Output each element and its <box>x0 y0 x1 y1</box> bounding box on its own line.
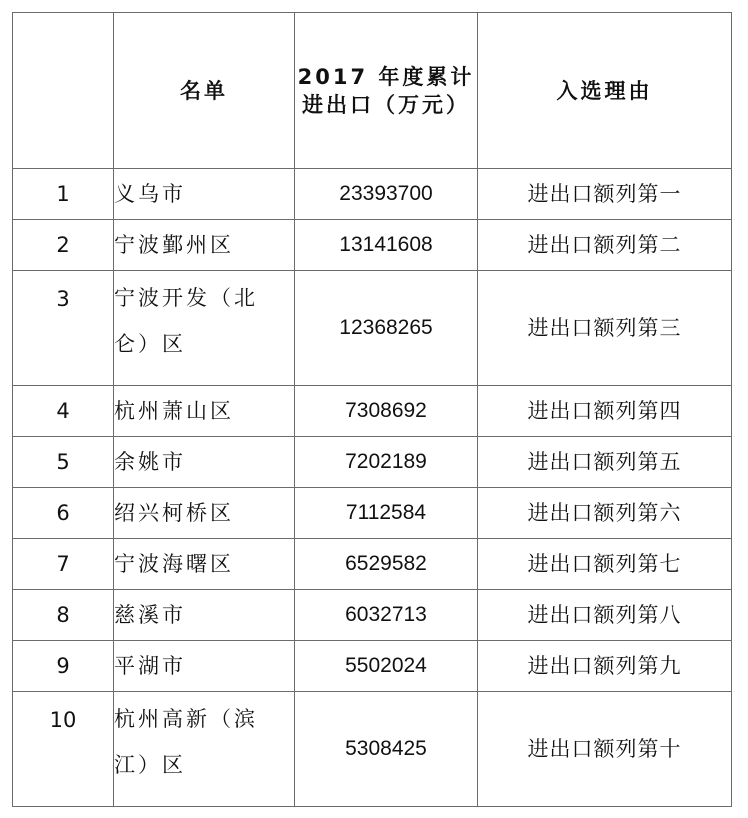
header-rank <box>13 13 114 169</box>
header-value: 2017 年度累计进出口（万元） <box>295 13 478 169</box>
name-cell: 慈溪市 <box>114 590 295 641</box>
reason-cell: 进出口额列第六 <box>478 488 732 539</box>
reason-cell: 进出口额列第九 <box>478 641 732 692</box>
ranking-table <box>12 12 732 807</box>
value-cell: 13141608 <box>295 220 478 271</box>
header-name: 名单 <box>114 13 295 169</box>
table-row <box>13 539 732 590</box>
name-cell: 杭州萧山区 <box>114 386 295 437</box>
reason-cell: 进出口额列第三 <box>478 271 732 386</box>
rank-cell: 6 <box>13 488 114 539</box>
table-row <box>13 437 732 488</box>
rank-cell: 8 <box>13 590 114 641</box>
table-row <box>13 692 732 807</box>
table-row <box>13 271 732 386</box>
reason-cell: 进出口额列第二 <box>478 220 732 271</box>
value-cell: 23393700 <box>295 169 478 220</box>
table-row <box>13 641 732 692</box>
name-cell: 平湖市 <box>114 641 295 692</box>
header-reason: 入选理由 <box>478 13 732 169</box>
reason-cell: 进出口额列第五 <box>478 437 732 488</box>
table-row <box>13 488 732 539</box>
value-cell: 6032713 <box>295 590 478 641</box>
reason-cell: 进出口额列第七 <box>478 539 732 590</box>
rank-cell: 10 <box>13 692 114 807</box>
value-cell: 12368265 <box>295 271 478 386</box>
value-cell: 7308692 <box>295 386 478 437</box>
value-cell: 7112584 <box>295 488 478 539</box>
name-cell: 义乌市 <box>114 169 295 220</box>
reason-cell: 进出口额列第一 <box>478 169 732 220</box>
name-cell: 杭州高新（滨江）区 <box>114 692 295 807</box>
value-cell: 6529582 <box>295 539 478 590</box>
rank-cell: 3 <box>13 271 114 386</box>
value-cell: 5502024 <box>295 641 478 692</box>
name-cell: 宁波开发（北仑）区 <box>114 271 295 386</box>
value-cell: 7202189 <box>295 437 478 488</box>
rank-cell: 5 <box>13 437 114 488</box>
rank-cell: 4 <box>13 386 114 437</box>
table-row <box>13 220 732 271</box>
name-cell: 宁波海曙区 <box>114 539 295 590</box>
table-row <box>13 386 732 437</box>
table-header-row <box>13 13 732 169</box>
value-cell: 5308425 <box>295 692 478 807</box>
rank-cell: 1 <box>13 169 114 220</box>
name-cell: 绍兴柯桥区 <box>114 488 295 539</box>
rank-cell: 7 <box>13 539 114 590</box>
table-row <box>13 169 732 220</box>
reason-cell: 进出口额列第十 <box>478 692 732 807</box>
table-row <box>13 590 732 641</box>
name-cell: 余姚市 <box>114 437 295 488</box>
reason-cell: 进出口额列第四 <box>478 386 732 437</box>
reason-cell: 进出口额列第八 <box>478 590 732 641</box>
rank-cell: 2 <box>13 220 114 271</box>
name-cell: 宁波鄞州区 <box>114 220 295 271</box>
rank-cell: 9 <box>13 641 114 692</box>
